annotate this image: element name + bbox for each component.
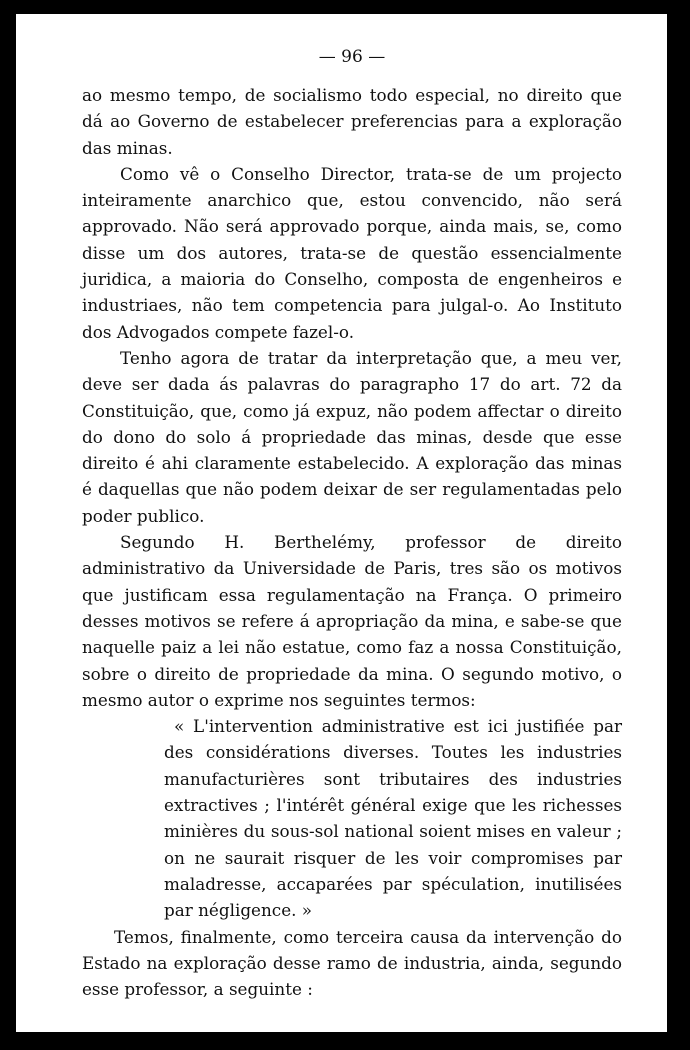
page-number: — 96 — bbox=[318, 47, 386, 67]
block-quote: « L'intervention administrative est ici justifiée par des considérations diverses. Toutes les industries manufacturières sont tributaires des industries extractives ; l'intérêt général exige que les richesses minières du sous-sol national soient mises en valeur ; on ne saurait risquer de les voir compromises par maladresse, accaparées par spéculation, inutilisées par négligence. » bbox=[164, 716, 622, 921]
paragraph: Temos, finalmente, como terceira causa da intervenção do Estado na exploração desse ramo de industria, ainda, segundo esse professor, a seguinte : bbox=[82, 926, 622, 1000]
paragraph: ao mesmo tempo, de socialismo todo especial, no direito que dá ao Governo de estabelecer preferencias para a exploração das minas. bbox=[82, 85, 622, 158]
paragraph: Segundo H. Berthelémy, professor de direito administrativo da Universidade de Paris, tres são os motivos que justificam essa regulamentação na França. O primeiro desses motivos se refere á apropriação da mina, e sabe-se que naquelle paiz a lei não estatue, como faz a nossa Constituição, sobre o direito de propriedade da mina. O segundo motivo, o mesmo autor o exprime nos seguintes termos: bbox=[82, 532, 622, 710]
paragraph: Tenho agora de tratar da interpretação que, a meu ver, deve ser dada ás palavras do paragrapho 17 do art. 72 da Constituição, que, como já expuz, não podem affectar o direito do dono do solo á propriedade das minas, desde que esse direito é ahi claramente estabelecido. A exploração das minas é daquellas que não podem deixar de ser regulamentadas pelo poder publico. bbox=[82, 347, 622, 526]
page-text bbox=[82, 42, 622, 1002]
book-page bbox=[14, 12, 669, 1034]
paragraph: Como vê o Conselho Director, trata-se de um projecto inteiramente anarchico que, estou convencido, não será approvado. Não será approvado porque, ainda mais, se, como disse um dos autores, trata-se de questão essencialmente juridica, a maioria do Conselho, composta de engenheiros e industriaes, não tem competencia para julgal-o. Ao Instituto dos Advogados compete fazel-o. bbox=[82, 163, 622, 342]
